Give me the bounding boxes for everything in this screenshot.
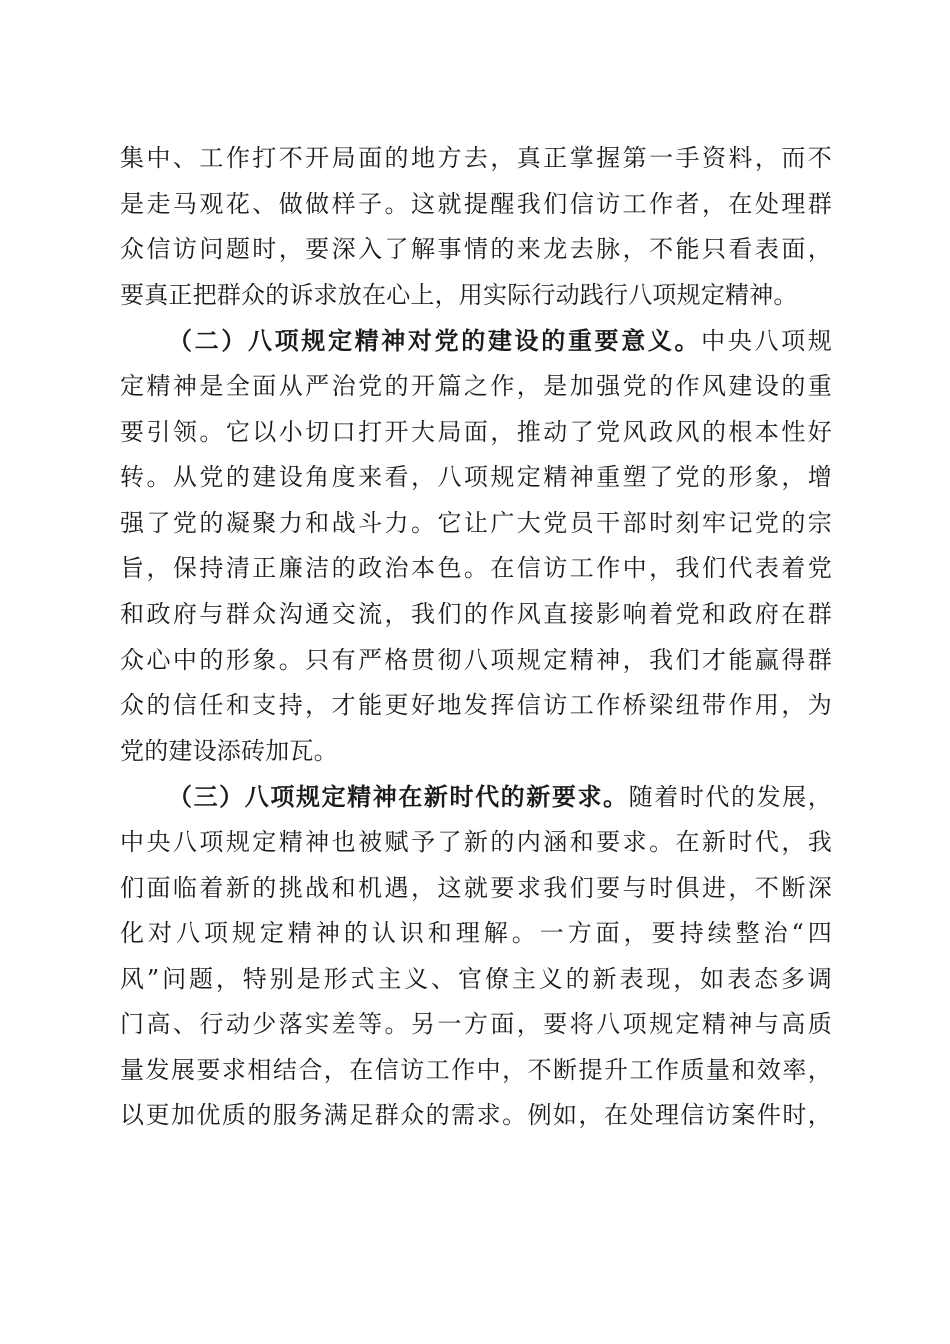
text-line: 门高、行动少落实差等。另一方面，要将八项规定精神与高质 [120, 1010, 832, 1039]
text-line: 旨，保持清正廉洁的政治本色。在信访工作中，我们代表着党 [120, 554, 832, 583]
text-line: 转。从党的建设角度来看，八项规定精神重塑了党的形象，增 [120, 463, 832, 492]
section-heading: （三）八项规定精神在新时代的新要求。 [168, 782, 629, 812]
text-line: 众的信任和支持，才能更好地发挥信访工作桥梁纽带作用，为 [120, 691, 832, 720]
text-span: 中央八项规 [701, 327, 833, 356]
section-heading-line [120, 318, 832, 364]
text-line: 定精神是全面从严治党的开篇之作，是加强党的作风建设的重 [120, 371, 832, 400]
text-line: 以更加优质的服务满足群众的需求。例如，在处理信访案件时， [120, 1101, 832, 1130]
text-line: 众信访问题时，要深入了解事情的来龙去脉，不能只看表面， [120, 235, 832, 264]
body-text [120, 136, 832, 1139]
text-line: 是走马观花、做做样子。这就提醒我们信访工作者，在处理群 [120, 189, 832, 218]
section-heading: （二）八项规定精神对党的建设的重要意义。 [168, 326, 702, 356]
text-line: 和政府与群众沟通交流，我们的作风直接影响着党和政府在群 [120, 599, 832, 628]
text-line: 党的建设添砖加瓦。 [120, 736, 338, 765]
text-span: 随着时代的发展， [628, 783, 832, 812]
text-line: 集中、工作打不开局面的地方去，真正掌握第一手资料，而不 [120, 144, 832, 172]
text-line: 中央八项规定精神也被赋予了新的内涵和要求。在新时代，我 [120, 827, 832, 856]
text-line: 要真正把群众的诉求放在心上，用实际行动践行八项规定精神。 [120, 280, 798, 309]
section-heading-line [120, 774, 832, 820]
text-line: 风”问题，特别是形式主义、官僚主义的新表现，如表态多调 [120, 964, 832, 993]
text-line: 量发展要求相结合，在信访工作中，不断提升工作质量和效率， [120, 1055, 832, 1084]
text-line: 要引领。它以小切口打开大局面，推动了党风政风的根本性好 [120, 417, 832, 446]
text-line: 众心中的形象。只有严格贯彻八项规定精神，我们才能赢得群 [120, 645, 832, 674]
text-line: 强了党的凝聚力和战斗力。它让广大党员干部时刻牢记党的宗 [120, 508, 832, 537]
text-line: 们面临着新的挑战和机遇，这就要求我们要与时俱进，不断深 [120, 873, 832, 902]
text-line: 化对八项规定精神的认识和理解。一方面，要持续整治“四 [120, 919, 832, 948]
